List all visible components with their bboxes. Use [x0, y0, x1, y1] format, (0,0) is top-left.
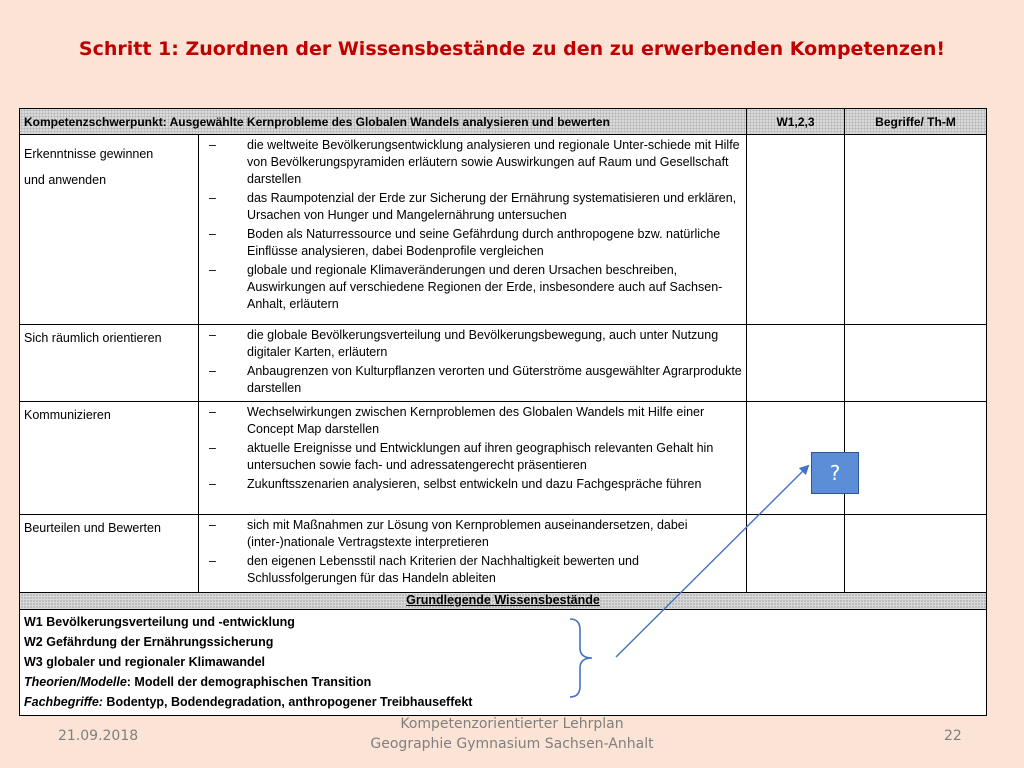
competence-label: Sich räumlich orientieren — [24, 331, 162, 345]
list-item: – globale und regionale Klimaveränderungen und deren Ursachen beschreiben, Auswirkungen auf verschiedene Regionen der Erde, insbesondere auch auf Sachsen-Anhalt, erläutern — [209, 263, 723, 311]
footer-center-line2: Geographie Gymnasium Sachsen-Anhalt — [370, 736, 654, 752]
slide-title: Schritt 1: Zuordnen der Wissensbestände zu den zu erwerbenden Kompetenzen! — [78, 38, 946, 60]
arrow-line — [616, 466, 808, 657]
wissen-w2: W2 Gefährdung der Ernährungssicherung — [24, 635, 274, 649]
list-item: – Zukunftsszenarien analysieren, selbst entwickeln und dazu Fachgespräche führen — [209, 477, 702, 491]
footer-center-line1: Kompetenzorientierter Lehrplan — [400, 716, 624, 732]
wissen-w1: W1 Bevölkerungsverteilung und -entwicklung — [24, 615, 295, 629]
footer-date: 21.09.2018 — [58, 728, 139, 744]
list-item: – aktuelle Ereignisse und Entwicklungen auf ihren geographisch relevanten Gehalt hin untersuchen sowie fach- und adressatengerecht präsentieren — [209, 441, 714, 472]
list-item: – das Raumpotenzial der Erde zur Sicherung der Ernährung systematisieren und erklären, Ursachen von Hunger und Mangelernährung untersuchen — [209, 191, 737, 222]
theorien-value: : Modell der demographischen Transition — [126, 675, 372, 689]
list-item: – den eigenen Lebensstil nach Kriterien der Nachhaltigkeit bewerten und Schlussfolgerungen für das Handeln ableiten — [209, 554, 639, 585]
wissen-w3: W3 globaler und regionaler Klimawandel — [24, 655, 266, 669]
header-begriffe: Begriffe/ Th-M — [845, 109, 987, 135]
competence-label: und anwenden — [24, 173, 107, 187]
list-item: – die globale Bevölkerungsverteilung und Bevölkerungsbewegung, auch unter Nutzung digitaler Karten, erläutern — [209, 328, 719, 359]
list-item: – die weltweite Bevölkerungsentwicklung analysieren und regionale Unter-schiede mit Hilfe von Bevölkerungspyramiden erläutern sowie Auswirkungen auf Raum und Gesellschaft darstellen — [209, 138, 740, 186]
list-item: – Wechselwirkungen zwischen Kernproblemen des Globalen Wandels mit Hilfe einer Concept Map darstellen — [209, 405, 705, 436]
fachbegriffe-value: Bodentyp, Bodendegradation, anthropogener Treibhauseffekt — [102, 695, 473, 709]
competence-label: Beurteilen und Bewerten — [24, 521, 161, 535]
list-item: – Boden als Naturressource und seine Gefährdung durch anthropogene bzw. natürliche Einflüsse analysieren, dabei Bodenprofile vergleichen — [209, 227, 721, 258]
theorien-label: Theorien/Modelle — [24, 675, 127, 689]
list-item: – sich mit Maßnahmen zur Lösung von Kernproblemen auseinandersetzen, dabei (inter-)nationale Vertragstexte interpretieren — [209, 518, 688, 549]
competence-label: Kommunizieren — [24, 408, 111, 422]
question-box: ? — [811, 452, 859, 494]
curly-brace — [570, 619, 592, 697]
footer-page-number: 22 — [944, 728, 962, 744]
wissen-heading: Grundlegende Wissensbestände — [20, 593, 987, 610]
fachbegriffe-label: Fachbegriffe: — [24, 695, 103, 709]
competence-label: Erkenntnisse gewinnen — [24, 147, 154, 161]
footer-center — [312, 714, 712, 754]
list-item: – Anbaugrenzen von Kulturpflanzen verorten und Güterströme ausgewählter Agrarprodukte darstellen — [209, 364, 742, 395]
header-w: W1,2,3 — [747, 109, 845, 135]
header-kompetenzschwerpunkt: Kompetenzschwerpunkt: Ausgewählte Kernprobleme des Globalen Wandels analysieren und bewerten — [20, 109, 747, 135]
